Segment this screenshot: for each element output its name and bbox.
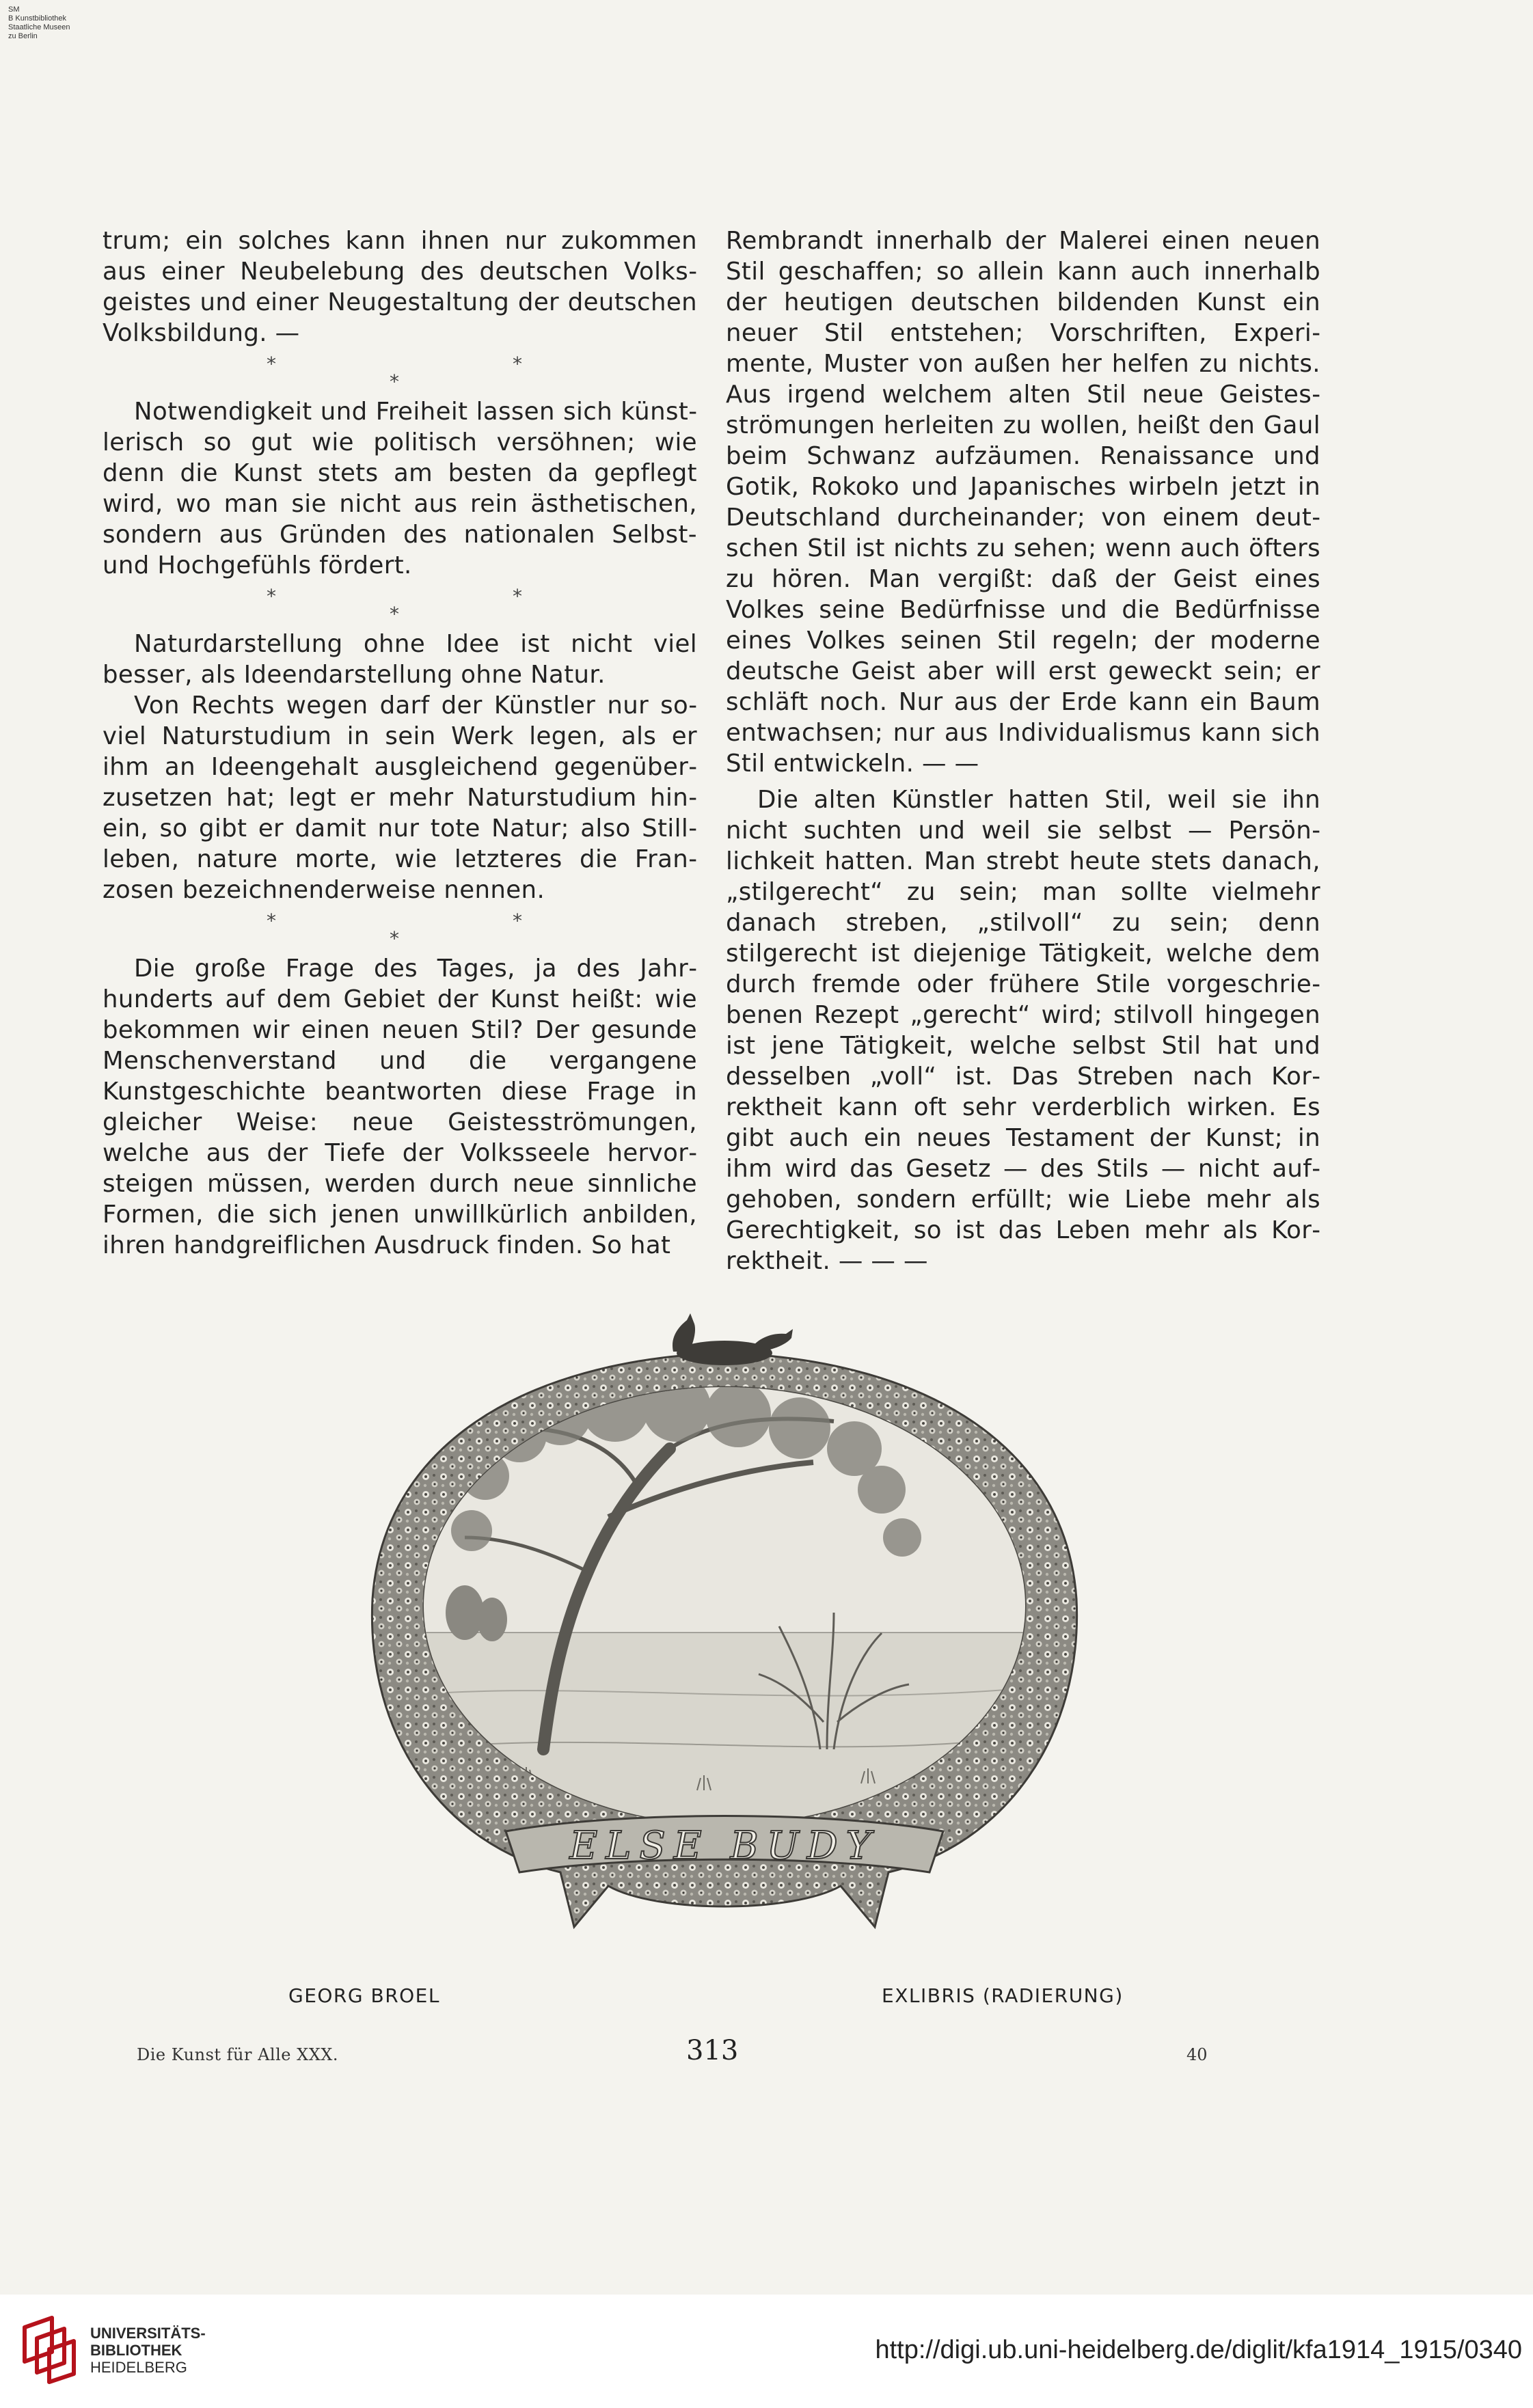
library-footer-bar — [0, 2295, 1533, 2408]
left-column — [103, 225, 697, 1261]
paragraph: Naturdarstellung ohne Idee ist nicht viel besser, als Ideendarstellung ohne Natur. — [103, 630, 697, 689]
asterisk: * — [390, 603, 400, 625]
stamp-line: Staatliche Museen — [8, 23, 70, 31]
section-divider-stars — [103, 907, 697, 948]
caption-artist: GEORG BROEL — [288, 1984, 440, 2007]
library-name-line: HEIDELBERG — [90, 2359, 187, 2376]
asterisk: * — [267, 353, 277, 375]
exlibris-illustration — [314, 1312, 1135, 2036]
asterisk: * — [390, 370, 400, 393]
page-number: 313 — [686, 2035, 739, 2066]
asterisk: * — [267, 909, 277, 932]
library-stamp — [8, 5, 118, 41]
paragraph: trum; ein solches kann ihnen nur zukommen aus einer Neubelebung des deutschen Volksgeistes und einer Neugestaltung der deutschen Volksbildung. — — [103, 227, 697, 347]
asterisk: * — [267, 585, 277, 607]
paragraph: Die alten Künstler hatten Stil, weil sie ihn nicht suchten und weil sie selbst — Persönlichkeit hatten. Man strebt heute stets danach, „stilgerecht“ zu sein; man sollte vielmehr danach streben, „stilvoll“ zu sein; denn stilgerecht ist diejenige Tätigkeit, welche dem durch fremde oder frühere Stile vorgeschriebenen Rezept „gerecht“ wird; stilvoll hingegen ist jene Tätigkeit, welche selbst Stil hat und desselben „voll“ ist. Das Streben nach Korrektheit kann oft sehr verderblich wirken. Es gibt auch ein neues Testament der Kunst; in ihm wird das Gesetz — des Stils — nicht aufgehoben, sondern erfüllt; wie Liebe mehr als Gerechtigkeit, so ist das Leben mehr als Korrektheit. — — — — [726, 786, 1320, 1275]
asterisk: * — [513, 909, 523, 932]
journal-title: Die Kunst für Alle XXX. — [137, 2045, 338, 2064]
library-logo-icon[interactable] — [16, 2314, 79, 2389]
library-name-line: BIBLIOTHEK — [90, 2342, 182, 2359]
section-divider-stars — [103, 582, 697, 623]
caption-title: EXLIBRIS (RADIERUNG) — [882, 1984, 1124, 2007]
paragraph: Rembrandt innerhalb der Malerei einen neuen Stil geschaffen; so allein kann auch innerhalb der heutigen deutschen bildenden Kunst ein neuer Stil entstehen; Vorschriften, Experimente, Muster von außen her helfen zu nichts. Aus irgend welchem alten Stil neue Geistesströmungen herleiten zu wollen, heißt den Gaul beim Schwanz aufzäumen. Renaissance und Gotik, Rokoko und Japanisches wirbeln jetzt in Deutschland durcheinander; von einem deutschen Stil ist nichts zu sehen; wenn auch öfters zu hören. Man vergißt: daß der Geist eines Volkes seine Bedürfnisse und die Bedürfnisse eines Volkes seinen Stil regeln; der moderne deutsche Geist aber will erst geweckt sein; er schläft noch. Nur aus der Erde kann ein Baum entwachsen; nur aus Individualismus kann sich Stil entwickeln. — — — [726, 227, 1320, 778]
stamp-line: B Kunstbibliothek — [8, 14, 66, 23]
permalink-url[interactable]: http://digi.ub.uni-heidelberg.de/diglit/kfa1914_1915/0340 — [875, 2336, 1522, 2364]
asterisk: * — [513, 353, 523, 375]
asterisk: * — [390, 927, 400, 950]
name-banner — [506, 1816, 943, 1873]
paragraph: Notwendigkeit und Freiheit lassen sich künstlerisch so gut wie politisch versöhnen; wie denn die Kunst stets am besten da gepflegt wird, wo man sie nicht aus rein ästhetischen, sondern aus Gründen des nationalen Selbst- und Hochgefühls fördert. — [103, 398, 697, 579]
right-column — [726, 225, 1320, 1276]
library-name — [90, 2325, 206, 2376]
banner-text: ELSE BUDY — [569, 1824, 880, 1868]
section-divider-stars — [103, 350, 697, 391]
library-name-line: UNIVERSITÄTS- — [90, 2325, 206, 2342]
stamp-line: zu Berlin — [8, 32, 38, 40]
paragraph: Von Rechts wegen darf der Künstler nur soviel Naturstudium in sein Werk legen, als er ihm an Ideengehalt ausgleichend gegenüberzusetzen hat; legt er mehr Naturstudium hinein, so gibt er damit nur tote Natur; also Stillleben, nature morte, wie letzteres die Franzosen bezeichnenderweise nennen. — [103, 692, 697, 904]
sheet-number: 40 — [1186, 2045, 1208, 2064]
paragraph: Die große Frage des Tages, ja des Jahrhunderts auf dem Gebiet der Kunst heißt: wie bekommen wir einen neuen Stil? Der gesunde Menschenverstand und die vergangene Kunstgeschichte beantworten diese Frage in gleicher Weise: neue Geistesströmungen, welche aus der Tiefe der Volksseele hervorsteigen müssen, werden durch neue sinnliche Formen, die sich jenen unwillkürlich anbilden, ihren handgreiflichen Ausdruck finden. So hat — [103, 955, 697, 1259]
stamp-line: SM — [8, 5, 20, 14]
asterisk: * — [513, 585, 523, 607]
